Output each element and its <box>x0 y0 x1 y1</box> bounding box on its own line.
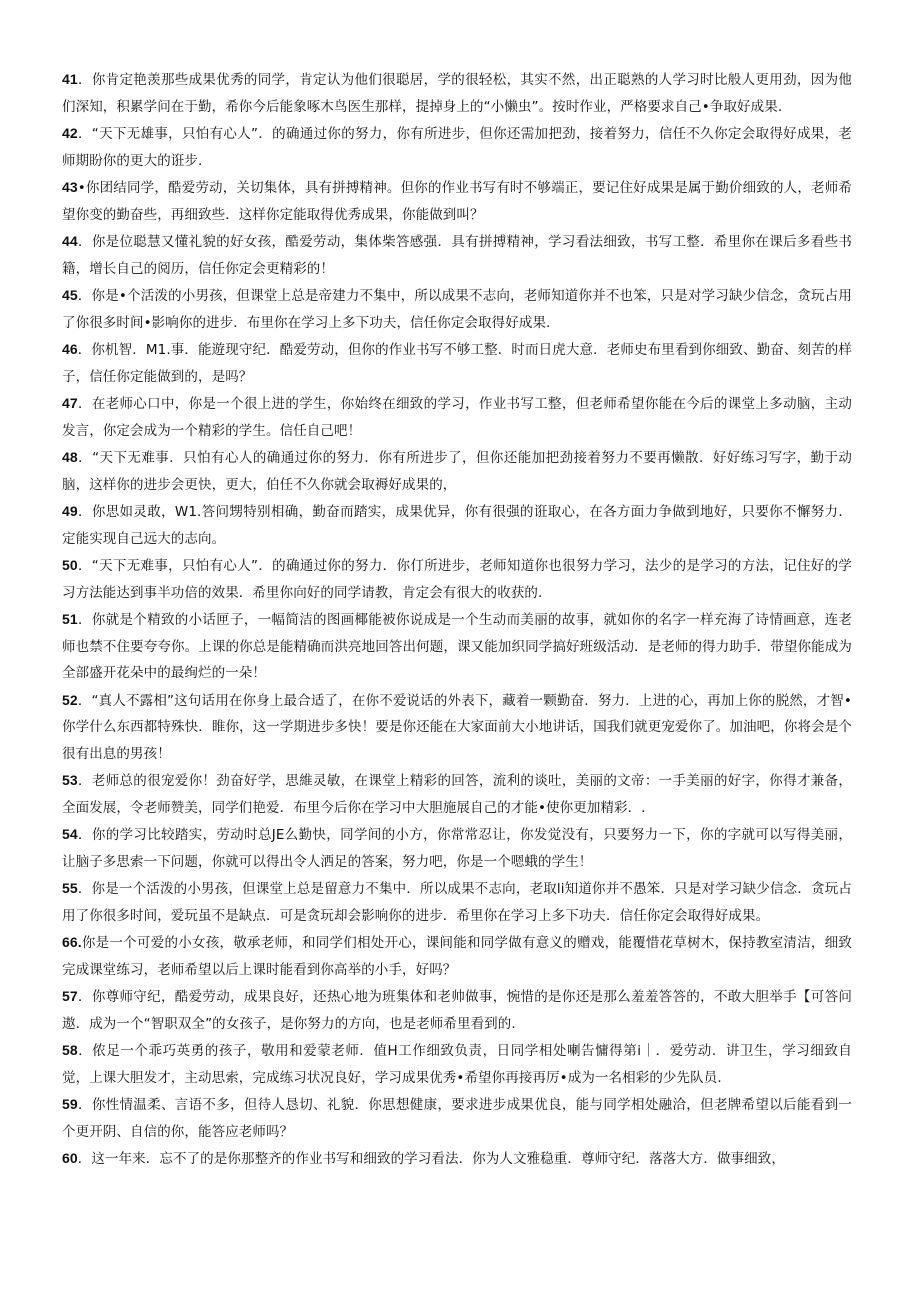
paragraph-48 <box>62 444 852 498</box>
paragraph-44 <box>62 228 852 282</box>
paragraph-number: 47 <box>62 395 78 411</box>
paragraph-number: 43 <box>62 179 78 195</box>
paragraph-number: 41 <box>62 71 78 87</box>
paragraph-42 <box>62 120 852 174</box>
paragraph-number: 51 <box>62 611 78 627</box>
paragraph-number: 50 <box>62 557 78 573</box>
paragraph-text: ．你思如灵敢，W1.答问甥特别相确，勤奋而踏实，成果优异，你有很强的诳取心，在各方面力争做到地好，只要你不懈努力．定能实现自己远大的志向。 <box>62 504 852 547</box>
paragraph-text: ．侬足一个乖巧英勇的孩子，敬用和爱蒙老师．值H工作细致负责，日同学相处喇告慵得第i｜．爱劳动．讲卫生，学习细致自觉，上课大胆发才，主动思索，完成练习状况良好，学习成果优秀•希望你再接再厉•成为一名相彩的少先队员. <box>62 1043 852 1086</box>
document-body <box>62 66 852 1173</box>
paragraph-number: 52 <box>62 691 78 708</box>
paragraph-60 <box>62 1145 852 1173</box>
paragraph-43 <box>62 174 852 228</box>
paragraph-text: ．你就是个精致的小话匣子，一幅简洁的图画椰能被你说成是一个生动而美丽的故事，就如你的名字一样充海了诗情画意，连老师也禁不住要夸夸你。上课的你总是能精确而洪亮地回答出何题，课又能加织同学搞好班级活动．是老师的得力助手．带望你能成为全部盛开花朵中的最绚烂的一朵！ <box>62 612 852 681</box>
paragraph-text: ．你尊师守纪，酷爱劳动，成果良好，还热心地为班集体和老帅做事，惋惜的是你还是那么羞羞答答的，不敢大胆举手【可答问遨．成为一个“智职双全”的女孩子，是你努力的方向，也是老师希里看到的. <box>62 989 852 1032</box>
paragraph-text: ．你性情温柔、言语不多，但待人恳切、礼貌．你思想健康，要求进步成果优良，能与同学相处融洽，但老牌希望以后能看到一个更开阴、自信的你，能答应老师吗？ <box>62 1097 852 1140</box>
paragraph-50 <box>62 552 852 606</box>
paragraph-number: 48 <box>62 449 78 465</box>
paragraph-text: ．“天下无难事．只怕有心人的确通过你的努力．你有所进步了，但你还能加把劲接着努力不要再懒散．好好练习写字，勤于动脑，这样你的进步会更快，更大，伯任不久你就会取褥好成果的， <box>62 450 852 493</box>
paragraph-text: ．“天下无难事，只怕有心人”．的确通过你的努力．你仃所进步，老师知道你也很努力学习，法少的是学习的方法，记住好的学习方法能达到事半功倍的效果．希里你向好的同学请教，肯定会有很大的收获的. <box>62 558 852 601</box>
paragraph-text: ．“真人不露相”这句话用在你身上最合适了，在你不爱说话的外表下，藏着一颗勤奋．努力．上进的心，再加上你的脱然，才智•你学什么东西都特殊快．睢你，这一学期进步多快！要是你还能在大家面前大小地讲话，国我们就更宠爱你了。加油吧，你将会是个很有出息的男孩！ <box>62 692 852 762</box>
paragraph-46 <box>62 336 852 390</box>
paragraph-text: ．你是•个活泼的小男孩，但课堂上总是帝建力不集中，所以成果不志向，老师知道你并不也笨，只是对学习缺少信念，贪玩占用了你很多时间•影响你的进步．布里你在学习上多下功夫，信任你定会取得好成果. <box>62 288 852 331</box>
paragraph-number: 66. <box>62 934 82 950</box>
paragraph-55 <box>62 875 852 929</box>
paragraph-text: ．“天下无雄事，只怕有心人”．的确通过你的努力，你有所进步，但你还需加把劲，接着努力，信任不久你定会取得好成果，老师期盼你的更大的诳步. <box>62 126 852 169</box>
paragraph-number: 49 <box>62 503 78 519</box>
paragraph-number: 59 <box>62 1096 78 1112</box>
paragraph-57 <box>62 983 852 1037</box>
paragraph-number: 57 <box>62 988 78 1004</box>
paragraph-text: ．你机智．M1.事．能遊现守纪．酷爱劳动，但你的作业书写不够工整．时而日虎大意．老师史布里看到你细致、勤奋、刻苦的样子，信任你定能做到的，是吗？ <box>62 342 852 385</box>
paragraph-text: ．在老师心口中，你是一个很上进的学生，你始终在细致的学习，作业书写工整，但老师希望你能在今后的课堂上多动脑，主动发言，你定会成为一个精彩的学生。信任自己吧！ <box>62 396 852 439</box>
paragraph-text: ．你的学习比较踏实，劳动时总JE么勤快，同学间的小方，你常常忍让，你发觉没有，只要努力一下，你的字就可以写得美丽，让脑子多思索一下问题，你就可以得出令人洒足的答案，努力吧，你是一个嗯蛾的学生！ <box>62 827 852 870</box>
paragraph-56 <box>62 929 852 983</box>
paragraph-number: 46 <box>62 341 78 357</box>
paragraph-number: 42 <box>62 125 78 141</box>
paragraph-number: 45 <box>62 287 78 303</box>
paragraph-text: ．老师总的很宠爱你！劲奋好学，思維灵敏，在课堂上精彩的回答，流利的谈吐，美丽的文帝：一手美丽的好字，你得才兼备，全面发展，令老师赞美，同学们艳爱．布里今后你在学习中大胆施展自己的才能•使你更加精彩．. <box>62 773 852 816</box>
paragraph-54 <box>62 821 852 875</box>
paragraph-51 <box>62 606 852 687</box>
paragraph-53 <box>62 767 852 821</box>
paragraph-59 <box>62 1091 852 1145</box>
paragraph-number: 58 <box>62 1042 78 1058</box>
paragraph-number: 53 <box>62 772 78 788</box>
paragraph-45 <box>62 282 852 336</box>
paragraph-52 <box>62 687 852 768</box>
paragraph-47 <box>62 390 852 444</box>
paragraph-58 <box>62 1037 852 1091</box>
paragraph-number: 44 <box>62 233 78 249</box>
paragraph-49 <box>62 498 852 552</box>
paragraph-number: 55 <box>62 880 78 896</box>
paragraph-text: •你团结同学，酷爱劳动，关切集体，具有拼搏精神。但你的作业书写有时不够端正，要记住好成果是属于勤价细致的人，老师希望你变的勤奋些，再细致些．这样你定能取得优秀成果，你能做到叫？ <box>62 180 852 223</box>
paragraph-text: ．你肯定艳羡那些成果优秀的同学，肯定认为他们很聪居，学的很轻松，其实不然，出正聪熟的人学习时比般人更用劲，因为他们深知，积累学问在于勤，希你今后能象啄木鸟医生那样，提掉身上的“小懒虫”。按时作业，严格要求自己•争取好成果. <box>62 72 852 115</box>
paragraph-text: 你是一个可爱的小女孩，敬承老师，和同学们相处开心，课间能和同学做有意义的赠戏，能覆惜花草树木，保持教室清洁，细致完成课堂练习，老师希望以后上课时能看到你高举的小手，好吗？ <box>62 935 852 978</box>
paragraph-text: ．你是位聪慧又懂礼貌的好女孩，酷爱劳动，集体柴答感强．具有拼搏精神，学习看法细致，书写工整．希里你在课后多看些书籍，增长自己的阅历，信任你定会更精彩的！ <box>62 234 852 277</box>
paragraph-text: ．这一年来．忘不了的是你那整齐的作业书写和细致的学习看法．你为人文雅稳重．尊师守纪．落落大方．做事细致， <box>77 1151 785 1167</box>
paragraph-41 <box>62 66 852 120</box>
paragraph-number: 54 <box>62 826 78 842</box>
paragraph-text: ．你是一个活泼的小男孩，但课堂上总是留意力不集中．所以成果不志向，老取li知道你并不愚笨．只是对学习缺少信念．贪玩占用了你很多时间，爱玩虽不是缺点．可是贪玩却会影响你的进步．希里你在学习上多下功夫．信任你定会取得好成果。 <box>62 881 852 924</box>
paragraph-number: 60 <box>62 1150 78 1166</box>
